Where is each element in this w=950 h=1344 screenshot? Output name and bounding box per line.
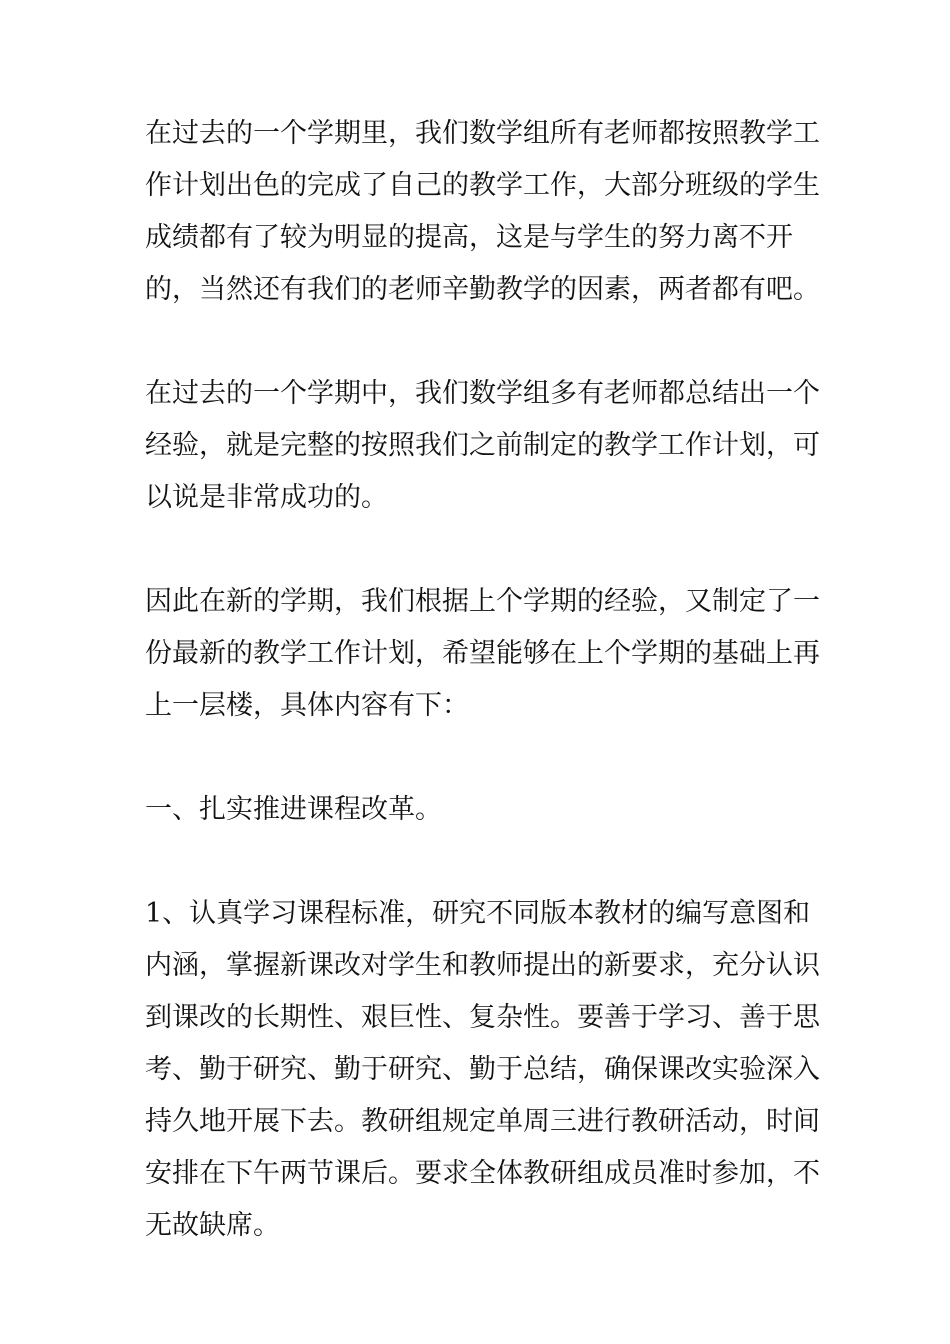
paragraph-new-semester-plan: 因此在新的学期，我们根据上个学期的经验，又制定了一份最新的教学工作计划，希望能够在上个学期的基础上再上一层楼，具体内容有下： [145,586,820,721]
paragraph-experience-summary: 在过去的一个学期中，我们数学组多有老师都总结出一个经验，就是完整的按照我们之前制定的教学工作计划，可以说是非常成功的。 [145,378,820,513]
paragraph-intro-last-semester: 在过去的一个学期里，我们数学组所有老师都按照教学工作计划出色的完成了自己的教学工作，大部分班级的学生成绩都有了较为明显的提高，这是与学生的努力离不开的，当然还有我们的老师辛勤教学的因素，两者都有吧。 [145,118,820,305]
section-heading-curriculum-reform: 一、扎实推进课程改革。 [145,794,442,825]
document-body [145,108,825,1304]
paragraph-item-1-curriculum-standards: 1、认真学习课程标准，研究不同版本教材的编写意图和内涵，掌握新课改对学生和教师提出的新要求，充分认识到课改的长期性、艰巨性、复杂性。要善于学习、善于思考、勤于研究、勤于研究、勤于总结，确保课改实验深入持久地开展下去。教研组规定单周三进行教研活动，时间安排在下午两节课后。要求全体教研组成员准时参加，不无故缺席。 [145,898,820,1241]
